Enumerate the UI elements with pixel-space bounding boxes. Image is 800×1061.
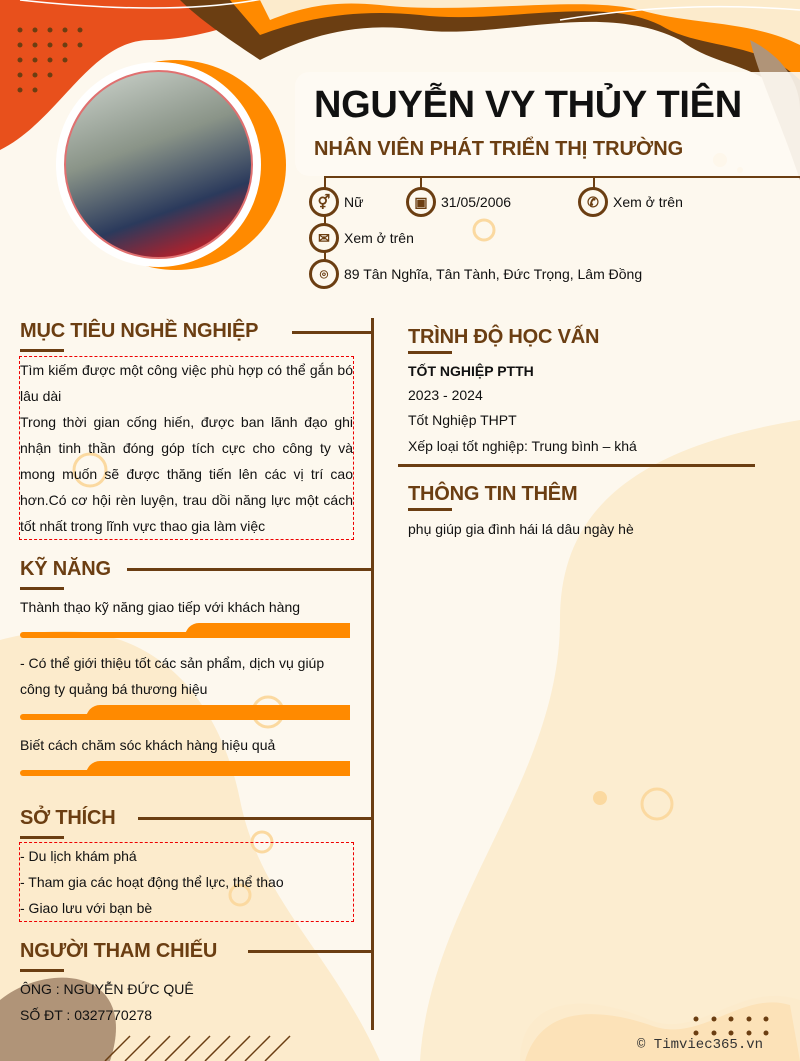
extra-text: phụ giúp gia đình hái lá dâu ngày hè	[408, 521, 634, 537]
hobby-item: - Du lịch khám phá	[20, 848, 137, 864]
hobby-item: - Tham gia các hoạt động thể lực, thể thao	[20, 874, 284, 890]
reference-phone: SỐ ĐT : 0327770278	[20, 1007, 153, 1023]
education-heading: TRÌNH ĐỘ HỌC VẤN	[408, 326, 600, 348]
email-value: Xem ở trên	[344, 230, 414, 246]
skill-label: - Có thể giới thiệu tốt các sản phẩm, dịch vụ giúp công ty quảng bá thương hiệu	[20, 655, 325, 697]
gender-value: Nữ	[344, 194, 364, 210]
dob-value: 31/05/2006	[441, 194, 512, 210]
avatar	[64, 70, 253, 259]
avatar-frame	[56, 58, 288, 273]
skill-bar	[20, 761, 350, 776]
hobby-item: - Giao lưu với bạn bè	[20, 900, 153, 916]
gender-icon: ⚥	[309, 187, 339, 217]
skill-bar	[20, 705, 350, 720]
reference-name: ÔNG : NGUYỄN ĐỨC QUÊ	[20, 981, 194, 997]
objective-heading: MỤC TIÊU NGHỀ NGHIỆP	[20, 320, 259, 342]
education-grade: Xếp loại tốt nghiệp: Trung bình – khá	[408, 438, 637, 454]
column-divider	[371, 318, 374, 1030]
skill-label: Biết cách chăm sóc khách hàng hiệu quả	[20, 737, 276, 753]
location-icon: ⌾	[309, 259, 339, 289]
calendar-icon: ▣	[406, 187, 436, 217]
education-school: Tốt Nghiệp THPT	[408, 412, 517, 428]
info-connector	[324, 176, 800, 178]
phone-icon: ✆	[578, 187, 608, 217]
education-degree: TỐT NGHIỆP PTTH	[408, 363, 534, 379]
skill-label: Thành thạo kỹ năng giao tiếp với khách hàng	[20, 599, 301, 615]
education-years: 2023 - 2024	[408, 387, 483, 403]
reference-heading: NGƯỜI THAM CHIẾU	[20, 940, 218, 962]
objective-text: Tìm kiếm được một công việc phù hợp có thể gắn bó lâu dài Trong thời gian cống hiến, được ban lãnh đạo ghi nhận tinh thần đóng góp tích cực cho công ty và mong muốn sẽ được thăng tiến lên các vị trí cao hơn.Có cơ hội rèn luyện, trau dồi năng lực một cách tốt nhất trong lĩnh vực thao gia làm việc	[20, 362, 353, 534]
skill-bar	[20, 623, 350, 638]
extra-heading: THÔNG TIN THÊM	[408, 483, 578, 505]
hobbies-heading: SỞ THÍCH	[20, 807, 116, 829]
job-title: NHÂN VIÊN PHÁT TRIỂN THỊ TRƯỜNG	[314, 138, 684, 160]
address-value: 89 Tân Nghĩa, Tân Tành, Đức Trọng, Lâm Đồng	[344, 266, 643, 282]
skills-heading: KỸ NĂNG	[20, 558, 111, 580]
candidate-name: NGUYỄN VY THỦY TIÊN	[314, 84, 742, 126]
watermark: © Timviec365.vn	[637, 1037, 764, 1053]
section-divider	[398, 464, 755, 467]
email-icon: ✉	[309, 223, 339, 253]
phone-value: Xem ở trên	[613, 194, 683, 210]
